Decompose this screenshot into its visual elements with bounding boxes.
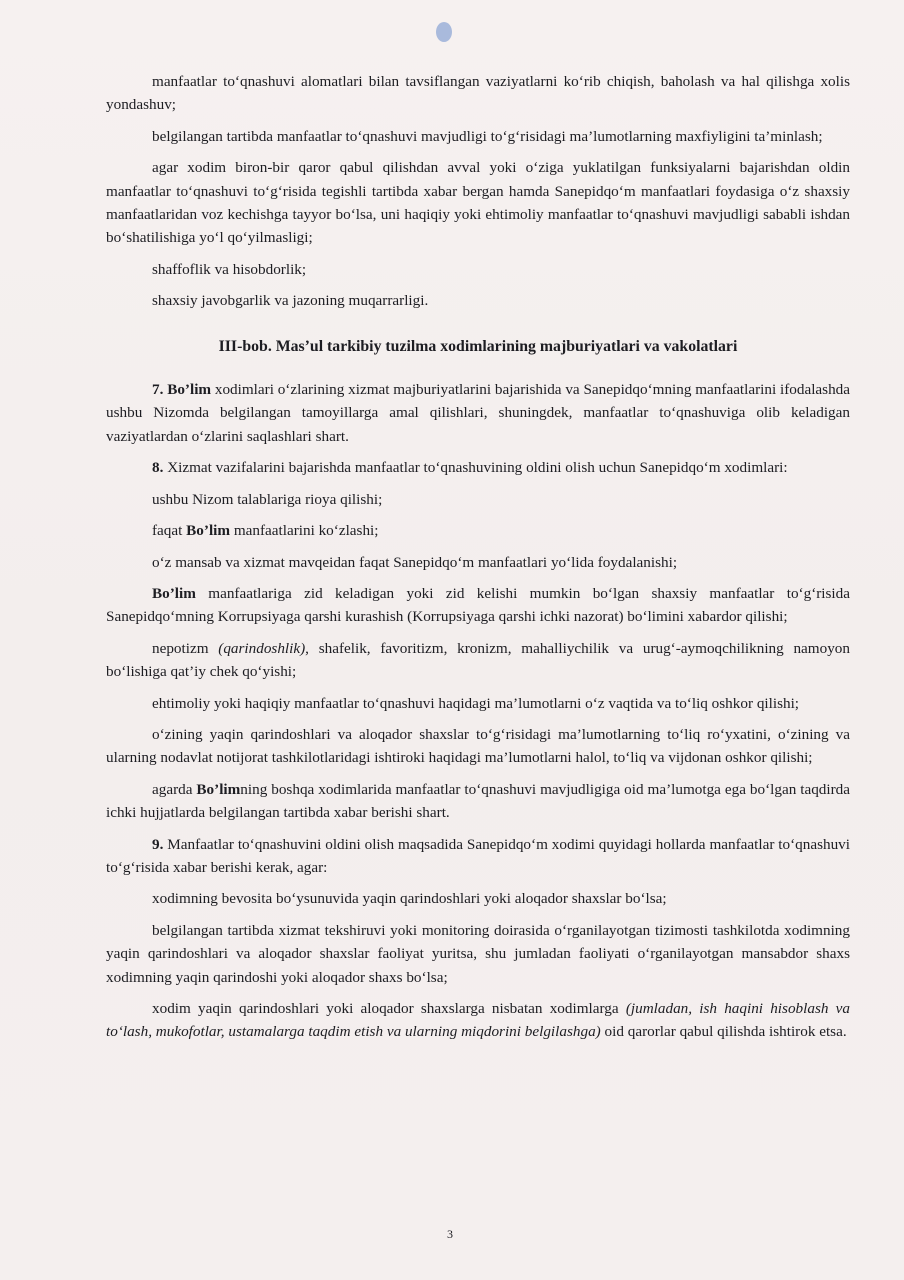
- list-item: ushbu Nizom talablariga rioya qilishi;: [152, 490, 383, 508]
- paragraph-conflict-approach: manfaatlar to‘qnashuvi alomatlari bilan tavsiflangan vaziyatlarni ko‘rib chiqish, baholash va hal qilishga xolis yondashuv;: [106, 73, 850, 114]
- italic-term: (qarindoshlik): [218, 639, 306, 657]
- text-run: ning boshqa xodimlarida manfaatlar to‘qnashuvi mavjudligiga oid ma’lumotga ega bo‘lgan taqdirda ichki hujjatlarda belgilangan tartibda xabar berishi shart.: [106, 780, 850, 822]
- text-run: agarda: [152, 780, 197, 798]
- text-run: faqat: [152, 522, 187, 540]
- bold-term: Bo’lim: [167, 381, 212, 399]
- list-item: o‘z mansab va xizmat mavqeidan faqat Sanepidqo‘m manfaatlari yo‘lida foydalanishi;: [152, 553, 678, 571]
- text-run: oid qarorlar qabul qilishda ishtirok etsa.: [600, 1023, 847, 1041]
- list-item: [106, 582, 850, 629]
- text-run: manfaatlariga zid keladigan yoki zid kelishi mumkin bo‘lgan shaxsiy manfaatlar to‘g‘risida Sanepidqo‘mning Korrupsiyaga qarshi kurashish (Korrupsiyaga qarshi ichki nazorat) bo‘limini xabardor qilishi;: [106, 584, 850, 626]
- bold-term: Bo’lim: [152, 584, 196, 602]
- list-item: ehtimoliy yoki haqiqiy manfaatlar to‘qnashuvi haqidagi ma’lumotlarni o‘z vaqtida va to‘liq oshkor qilishi;: [152, 694, 800, 712]
- text-run: xodim yaqin qarindoshlari yoki aloqador shaxslarga nisbatan xodimlarga: [152, 1000, 626, 1017]
- bold-term: Bo’lim: [186, 522, 231, 540]
- section-7: [106, 378, 850, 448]
- bold-term: Bo’lim: [196, 780, 241, 798]
- list-item: [106, 637, 850, 684]
- section-text: Xizmat vazifalarini bajarishda manfaatlar to‘qnashuvining oldini olish uchun Sanepidqo‘m xodimlari:: [167, 459, 788, 477]
- paragraph-dismissal-protection: agar xodim biron-bir qaror qabul qilishdan avval yoki o‘ziga yuklatilgan funksiyalarni bajarishdan oldin manfaatlar to‘qnashuvi to‘g‘risida tegishli tartibda xabar bergan hamda Sanepidqo‘m manfaatlari foydasiga o‘z shaxsiy manfaatlaridan voz kechishga tayyor bo‘lsa, uni haqiqiy yoki ehtimoliy manfaatlar to‘qnashuvi mavjudligi sababli ishdan bo‘shatilishiga yo‘l qo‘yilmasligi;: [106, 159, 850, 247]
- paragraph-confidentiality: belgilangan tartibda manfaatlar to‘qnashuvi mavjudligi to‘g‘risidagi ma’lumotlarning maxfiyligini ta’minlash;: [152, 127, 823, 145]
- section-number: 9.: [152, 835, 164, 853]
- document-body: [106, 70, 850, 1052]
- text-run: , shafelik, favoritizm, kronizm, mahalliychilik va urug‘-aymoqchilikning namoyon bo‘lishiga qat’iy chek qo‘yishi;: [106, 639, 850, 681]
- chapter-heading: III-bob. Mas’ul tarkibiy tuzilma xodimlarining majburiyatlari va vakolatlari: [218, 337, 738, 355]
- paragraph-responsibility: shaxsiy javobgarlik va jazoning muqarrarligi.: [152, 292, 429, 310]
- list-item: [106, 519, 850, 542]
- paragraph-transparency: shaffoflik va hisobdorlik;: [152, 260, 307, 278]
- section-8: [106, 456, 850, 479]
- section-text: xodimlari o‘zlarining xizmat majburiyatlarini bajarishida va Sanepidqo‘mning manfaatlarini ifodalashda ushbu Nizomda belgilangan tamoyillarga amal qilishlari, shuningdek, manfaatlar to‘qnashuviga olib keladigan vaziyatlardan o‘zlarini saqlashlari shart.: [106, 381, 851, 445]
- text-run: nepotizm: [152, 639, 219, 657]
- section-number: 7.: [152, 381, 164, 399]
- text-run: manfaatlarini ko‘zlashi;: [230, 522, 379, 540]
- section-9: [106, 833, 850, 880]
- list-item: o‘zining yaqin qarindoshlari va aloqador shaxslar to‘g‘risidagi ma’lumotlarning to‘liq ro‘yxatini, o‘zining va ularning nodavlat notijorat tashkilotlaridagi ishtiroki haqidagi ma’lumotlarni halol, to‘liq va vijdonan oshkor qilishi;: [106, 725, 850, 767]
- section-text: Manfaatlar to‘qnashuvini oldini olish maqsadida Sanepidqo‘m xodimi quyidagi hollarda manfaatlar to‘qnashuvi to‘g‘risida xabar berishi kerak, agar:: [106, 835, 850, 876]
- list-item: xodimning bevosita bo‘ysunuvida yaqin qarindoshlari yoki aloqador shaxslar bo‘lsa;: [152, 890, 667, 908]
- list-item: [106, 997, 850, 1044]
- list-item: belgilangan tartibda xizmat tekshiruvi yoki monitoring doirasida o‘rganilayotgan tizimosti tashkilotda xodimning yaqin qarindoshlari va aloqador shaxslar faoliyat yuritsa, shu jumladan faoliyati o‘rganilayotgan mansabdor shaxs xodimning yaqin qarindoshi yoki aloqador shaxs bo‘lsa;: [106, 921, 850, 986]
- ink-blot: [436, 22, 452, 42]
- section-number: 8.: [152, 459, 164, 477]
- list-item: [106, 778, 850, 825]
- italic-term: (jumladan, ish haqini hisoblash va to‘lash, mukofotlar, ustamalarga taqdim etish va ularning miqdorini belgilashga): [106, 1000, 850, 1041]
- page-number: 3: [447, 1227, 453, 1241]
